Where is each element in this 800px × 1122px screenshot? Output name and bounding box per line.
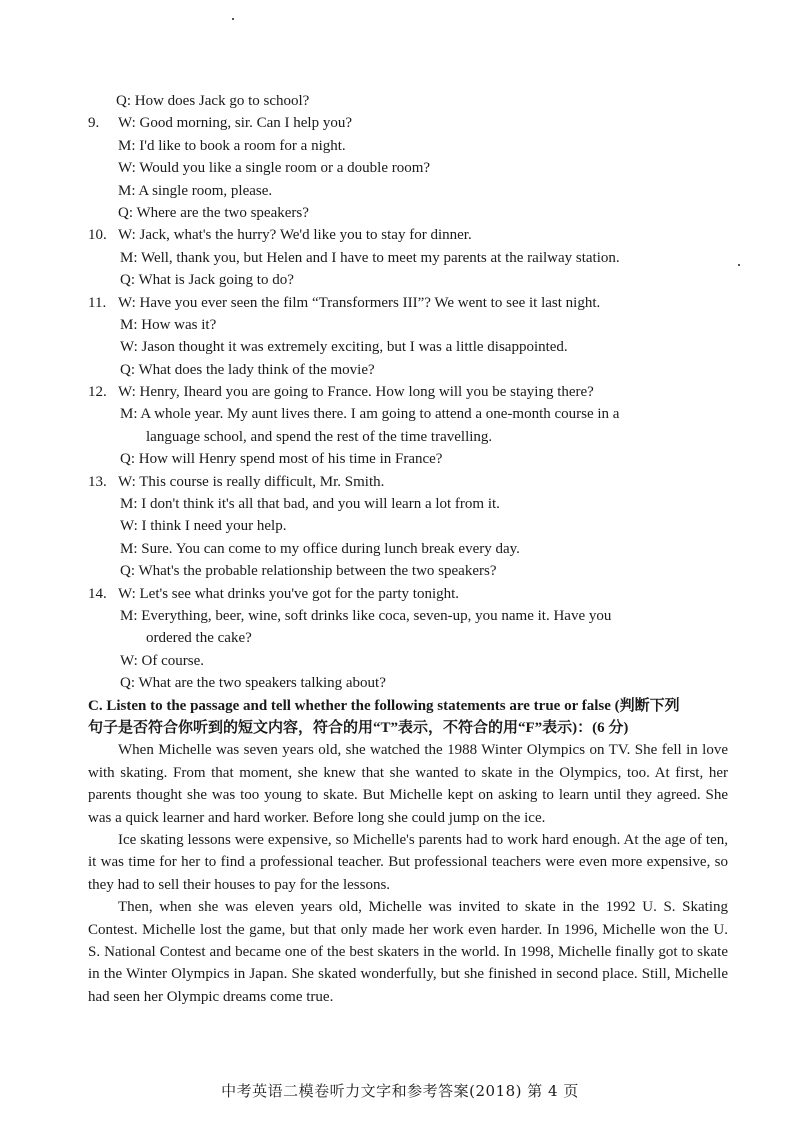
dialogue-11-line-2: M: How was it? bbox=[120, 316, 217, 333]
scan-speck bbox=[232, 18, 234, 20]
dialogue-9-number: 9. bbox=[88, 115, 100, 132]
dialogue-14-line-1: 14. W: Let's see what drinks you've got for the party tonight. bbox=[88, 583, 728, 605]
scan-speck bbox=[738, 264, 740, 266]
dialogue-13-line-2: M: I don't think it's all that bad, and you will learn a lot from it. bbox=[120, 496, 500, 513]
dialogue-12-line-2-continued: language school, and spend the rest of the time travelling. bbox=[146, 428, 493, 445]
dialogue-13-line-4: M: Sure. You can come to my office during lunch break every day. bbox=[120, 540, 520, 557]
q8-question: Q: How does Jack go to school? bbox=[116, 93, 310, 109]
dialogue-14-question: Q: What are the two speakers talking about? bbox=[120, 675, 386, 692]
passage-paragraph-2: Ice skating lessons were expensive, so Michelle's parents had to work hard enough. At the age of ten, it was time for her to find a professional teacher. But professional teachers were even more expensive, so they had to sell their houses to pay for the lessons. bbox=[88, 831, 728, 893]
dialogue-14-line-3: W: Of course. bbox=[120, 652, 204, 669]
dialogue-10-line-2: M: Well, thank you, but Helen and I have to meet my parents at the railway station. bbox=[120, 249, 620, 266]
dialogue-11-line-1: 11. W: Have you ever seen the film “Transformers III”? We went to see it last night. bbox=[88, 292, 728, 314]
dialogue-12-question: Q: How will Henry spend most of his time in France? bbox=[120, 451, 443, 468]
passage-paragraph-3: Then, when she was eleven years old, Michelle was invited to skate in the 1992 U. S. Skating Contest. Michelle lost the game, but that only made her work even harder. In 1996, Michelle won the U. S. National Contest and became one of the best skaters in the world. In 1998, Michelle finally got to skate in the Winter Olympics in Japan. She skated wonderfully, but she finished in second place. Still, Michelle had seen her Olympic dreams come true. bbox=[88, 899, 728, 1005]
passage-paragraph-1: When Michelle was seven years old, she watched the 1988 Winter Olympics on TV. She fell in love with skating. From that moment, she knew that she wanted to skate in the Olympics, too. At first, her parents thought she was too young to skate. But Michelle kept on asking to learn until they agreed. She was a quick learner and hard worker. Before long she could jump on the ice. bbox=[88, 742, 728, 826]
dialogue-13-line-1: 13. W: This course is really difficult, Mr. Smith. bbox=[88, 471, 728, 493]
dialogue-9-question: Q: Where are the two speakers? bbox=[118, 204, 309, 221]
dialogue-10-line-1: 10. W: Jack, what's the hurry? We'd like you to stay for dinner. bbox=[88, 224, 728, 246]
dialogue-10-question: Q: What is Jack going to do? bbox=[120, 272, 294, 289]
dialogue-11-number: 11. bbox=[88, 294, 107, 311]
dialogue-9-line-3: W: Would you like a single room or a double room? bbox=[118, 160, 431, 177]
dialogue-11-question: Q: What does the lady think of the movie? bbox=[120, 361, 375, 378]
dialogue-13-question: Q: What's the probable relationship between the two speakers? bbox=[120, 563, 497, 580]
dialogue-9-line-2: M: I'd like to book a room for a night. bbox=[118, 137, 346, 154]
page-content bbox=[88, 90, 728, 1008]
dialogue-13-line-3: W: I think I need your help. bbox=[120, 518, 287, 535]
dialogue-9-line-1: 9. W: Good morning, sir. Can I help you? bbox=[88, 112, 728, 134]
page-footer: 中考英语二模卷听力文字和参考答案(2018) 第 4 页 bbox=[221, 1082, 579, 1100]
dialogue-10-number: 10. bbox=[88, 227, 107, 244]
dialogue-13-number: 13. bbox=[88, 473, 107, 490]
dialogue-12-line-2: M: A whole year. My aunt lives there. I am going to attend a one-month course in a bbox=[120, 406, 620, 423]
dialogue-12-number: 12. bbox=[88, 384, 107, 401]
dialogue-12-line-1: 12. W: Henry, Iheard you are going to France. How long will you be staying there? bbox=[88, 381, 728, 403]
dialogue-9-line-4: M: A single room, please. bbox=[118, 182, 273, 199]
dialogue-14-line-2-continued: ordered the cake? bbox=[146, 630, 252, 647]
dialogue-14-number: 14. bbox=[88, 585, 107, 602]
dialogue-14-line-2: M: Everything, beer, wine, soft drinks like coca, seven-up, you name it. Have you bbox=[120, 607, 612, 624]
section-c-instructions: 句子是否符合你听到的短文内容，符合的用“T”表示，不符合的用“F”表示)：(6 分) bbox=[88, 719, 629, 736]
section-c-heading: C. Listen to the passage and tell whether the following statements are true or false (判断下列 bbox=[88, 697, 680, 714]
dialogue-11-line-3: W: Jason thought it was extremely exciting, but I was a little disappointed. bbox=[120, 339, 568, 356]
